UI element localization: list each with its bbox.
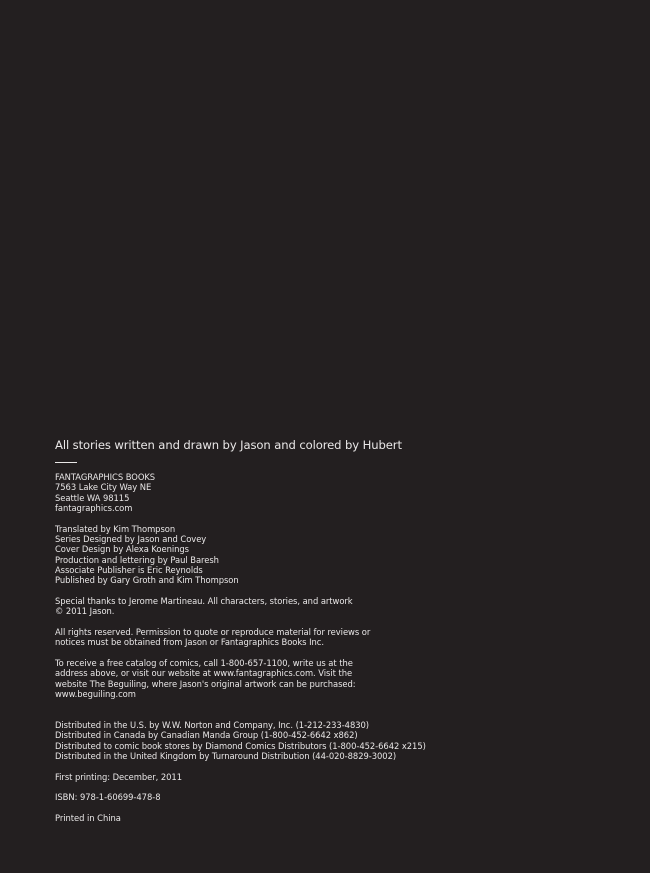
divider-rule — [55, 462, 77, 463]
credit-line: Cover Design by Alexa Koenings — [55, 544, 189, 555]
distribution-line: Distributed to comic book stores by Diamond Comics Distributors (1-800-452-6642 x215) — [55, 740, 426, 751]
rights-notice — [55, 627, 625, 648]
publisher-website: fantagraphics.com — [55, 503, 133, 514]
credit-line: Translated by Kim Thompson — [55, 523, 176, 534]
credit-line: Published by Gary Groth and Kim Thompson — [55, 575, 239, 586]
publisher-street: 7563 Lake City Way NE — [55, 482, 152, 493]
catalog-line: To receive a free catalog of comics, call 1-800-657-1100, write us at the — [55, 658, 353, 668]
special-thanks — [55, 596, 625, 617]
catalog-notice — [55, 658, 625, 699]
catalog-line: website The Beguiling, where Jason's original artwork can be purchased: — [55, 678, 356, 689]
production-credits — [55, 524, 625, 586]
first-printing: First printing: December, 2011 — [55, 771, 182, 782]
rights-line: notices must be obtained from Jason or Fantagraphics Books Inc. — [55, 637, 324, 648]
distribution-line: Distributed in the United Kingdom by Turnaround Distribution (44-020-8829-3002) — [55, 751, 397, 761]
catalog-line: www.beguiling.com — [55, 689, 136, 700]
publisher-city: Seattle WA 98115 — [55, 492, 130, 503]
rights-line: All rights reserved. Permission to quote or reproduce material for reviews or — [55, 627, 371, 638]
credit-line: Associate Publisher is Eric Reynolds — [55, 565, 203, 576]
credit-line: Series Designed by Jason and Covey — [55, 534, 207, 545]
credits-headline: All stories written and drawn by Jason and colored by Hubert — [55, 438, 402, 452]
distribution-info — [55, 720, 625, 761]
distribution-line: Distributed in Canada by Canadian Manda Group (1-800-452-6642 x862) — [55, 730, 358, 741]
distribution-line: Distributed in the U.S. by W.W. Norton and Company, Inc. (1-212-233-4830) — [55, 719, 369, 730]
publisher-name: FANTAGRAPHICS BOOKS — [55, 472, 156, 482]
copyright-column — [55, 438, 625, 823]
isbn: ISBN: 978-1-60699-478-8 — [55, 792, 161, 803]
copyright-line: © 2011 Jason. — [55, 606, 115, 617]
credit-line: Production and lettering by Paul Baresh — [55, 554, 219, 565]
thanks-line: Special thanks to Jerome Martineau. All characters, stories, and artwork — [55, 596, 353, 607]
publisher-address — [55, 472, 625, 513]
catalog-line: address above, or visit our website at www.fantagraphics.com. Visit the — [55, 668, 353, 679]
printed-in: Printed in China — [55, 812, 121, 823]
